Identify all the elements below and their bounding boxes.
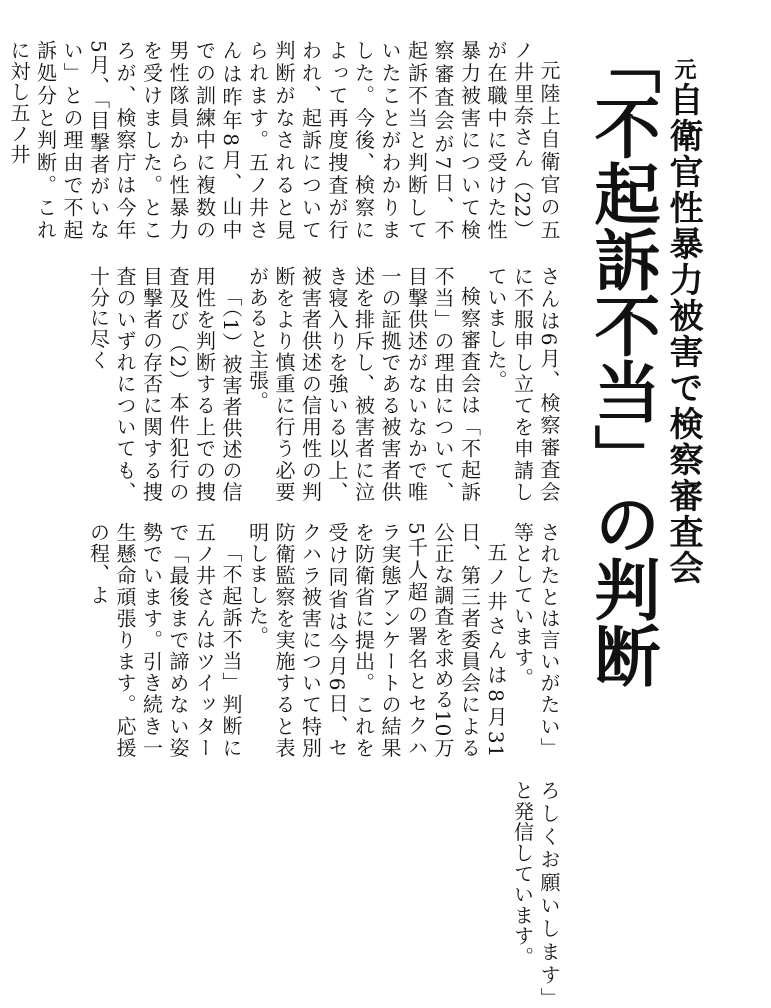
headline-kicker-text: 自衛官性暴力被害で検察審査会 — [663, 82, 703, 586]
article-paragraph: されたとは言いがたい」等としています。 — [510, 522, 561, 758]
headline-kicker-prefix: 元 — [671, 58, 696, 82]
article-paragraph: さんは6月、検察審査会に不服申し立てを申請していました。 — [484, 266, 561, 502]
article-column-3 — [30, 522, 562, 758]
article-column-2 — [30, 266, 562, 502]
article-paragraph: 「不起訴不当」判断に五ノ井さんはツイッターで「最後まで諦めない姿勢でいます。引き続き一生懸命頑張ります。応援の程、よ — [86, 522, 243, 758]
headline-kicker — [663, 58, 703, 586]
article-paragraph: 検察審査会は「不起訴不当」の理由について、目撃供述がないなかで唯一の証拠である被害者供述を排斥し、被害者に泣き寝入りを強いる以上、被害者供述の信用性の判断をより慎重に行う必要があると主張。 — [245, 266, 482, 502]
article-paragraph: 元陸上自衛官の五ノ井里奈さん（22）が在職中に受けた性暴力被害について検察審査会が7日、不起訴不当と判断していたことがわかりました。今後、検察によって再度捜査が行われ、起訴について判断がなされると見られます。五ノ井さんは昨年8月、山中での訓練中に複数の男性隊員から性暴力を受けました。ところが、検察庁は今年5月、「目撃者がいない」との理由で不起訴処分と判断。これに対し五ノ井 — [7, 40, 561, 240]
article-paragraph: 「（1）被害者供述の信用性を判断する上での捜査及び（2）本件犯行の目撃者の存否に関する捜査のいずれについても、十分に尽く — [86, 266, 243, 502]
article-column-1 — [7, 40, 562, 240]
headline-block — [584, 28, 756, 733]
main-headline: 「不起訴不当」の判断 — [583, 28, 660, 688]
article-paragraph: ろしくお願いします」と発信しています。 — [510, 780, 561, 1008]
article-body — [7, 40, 562, 1008]
article-column-4 — [502, 780, 562, 1008]
article-paragraph: 五ノ井さんは8月31日、第三者委員会による公正な調査を求める10万5千人超の署名とセクハラ実態アンケートの結果を防衛省に提出。これを受け同省は今月6日、セクハラ被害について特別防衛監察を実施すると表明しました。 — [245, 522, 508, 758]
